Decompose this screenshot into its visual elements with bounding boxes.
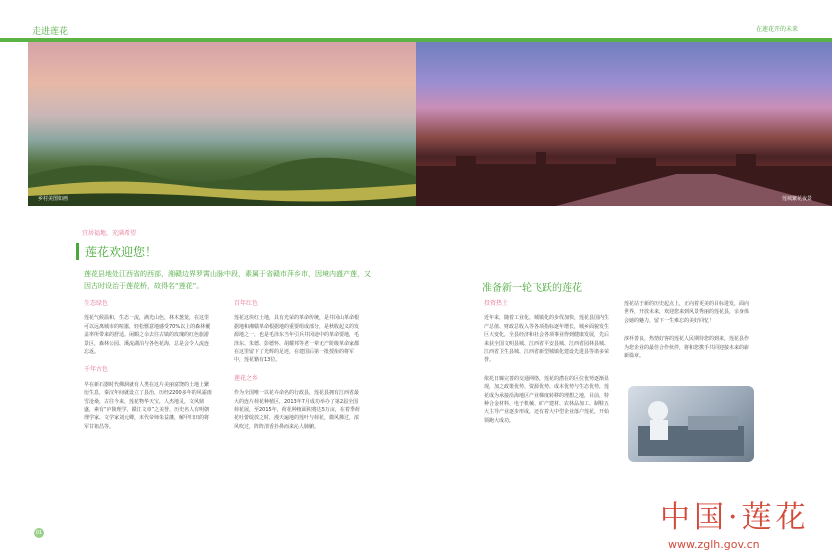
city-skyline-illustration xyxy=(416,146,832,206)
header-left xyxy=(0,0,416,42)
left-column-1 xyxy=(84,300,212,441)
col-paragraph: 淳朴善良，热情好客的莲花人民期待您的到来，莲花县作为您企业的最佳合作伙伴，将和您携手共同迎接未来的崭新篇章。 xyxy=(624,336,750,360)
section-title: 莲花欢迎您！ xyxy=(76,243,157,260)
header-left-title: 走进莲花 xyxy=(32,27,69,37)
hills-illustration xyxy=(28,146,416,206)
header-right xyxy=(416,0,832,42)
site-watermark: 中国·莲花 xyxy=(660,500,810,535)
col-paragraph: 依托日臻完善的交通网络，莲花的潜在的区位优势逐渐显现，加之政策优势、资源优势、成本优势与生态优势，莲花成为承接沿海地区产业梯度转移的理想之地，目前，特种合金材料、电子机械、矿产建材、农林品加工、制鞋五大主导产业逐步形成，还有着大中型企业落户莲花，开始领跑大成功。 xyxy=(484,375,610,424)
col-paragraph: 近年来，随着工业化、城镇化的步伐加快，莲花县国内生产总值、财政总收入等各项指标逐年增长，城乡面貌发生巨大变化，全县经济和社会各项事业得到健康发展，先后来获全国文明县城、江西省平安县城、江西省园林县城、江西省卫生县城、江西省新型城镇化建设先进县等诸多荣誉。 xyxy=(484,315,610,364)
col-paragraph: 作为全国唯一以花卉命名的行政县，莲花县拥有江西省最大的连片荷花种植区，2013年7月成功举办了第2届全国荷花展，至2015年，荷花种植面积将达5万亩，在着季荷花吐蕾绽放之时，漫天遍地的莲叶与荷花，微风拂过，浓风吹过，阵阵清香扑鼻而来沁人肺腑。 xyxy=(234,390,360,430)
watermark-url: www.zglh.gov.cn xyxy=(668,538,760,551)
factory-worker-photo xyxy=(628,386,754,462)
col-paragraph: 莲花站于新的历史起点上，正向着更美的目标进发，面向世界，开放未来，欢迎您来到风景秀丽的莲花县，亲身体会她的魅力，留下一生难忘的美好回忆！ xyxy=(624,301,750,324)
header-right-title: 在莲花开的未来 xyxy=(755,26,798,33)
right-photo-caption: 莲城繁花夜景 xyxy=(781,196,812,202)
right-column-2 xyxy=(624,300,752,370)
col-heading: 百年红色 xyxy=(234,300,259,307)
col-heading: 生态绿色 xyxy=(84,300,109,307)
col-heading: 千年古色 xyxy=(84,366,109,374)
col-heading: 莲花之乡 xyxy=(234,374,259,382)
left-photo-caption: 乡村美图如画 xyxy=(38,196,69,202)
section-intro: 莲花县地处江西省的西部，湘赣边界罗霄山脉中段，素属于省赣市萍乡市，因境内盛产莲，又因古时设治于莲花桥，故得名“莲花”。 xyxy=(84,270,371,290)
right-column-1 xyxy=(484,300,612,435)
section-subtitle: 宜居福地，充满希望 xyxy=(82,230,137,237)
page-number: 01 xyxy=(35,530,43,536)
left-column-2 xyxy=(234,300,362,441)
city-night-photo xyxy=(416,42,832,206)
right-section-title: 准备新一轮飞跃的莲花 xyxy=(482,283,582,294)
rural-landscape-photo xyxy=(28,42,416,206)
col-heading: 投资热土 xyxy=(484,300,509,307)
col-paragraph: 早在新石器时代佛洞就有人类在这片美丽富饶的土地上繁衍生息，秦汉年间就设立了县治，历经2200多年的风霜雨雪沧桑，古往今来，莲花物华天宝，人杰地灵，文风鼎盛，素有“庐陵理学、赣江文章”之美誉，历史名人有明朝理学家、文学家刘元卿，末代帝师朱益藩，解甲归田的将军甘祖昌等。 xyxy=(84,381,212,430)
col-paragraph: 莲花这块红土地，具有光荣的革命传统，是井冈山革命根据地和湘赣革命根据地的重要组成部分，是秋收起义的发源地之一，也是毛泽东当年引兵井冈途中的革命要地，毛泽东、朱德、彭德怀、胡耀邦等老一辈无产阶级革命家都在这里留下了光辉的足迹，在建国后第一批授衔的将军中，莲花籍有13位。 xyxy=(234,315,360,364)
col-paragraph: 莲花气候温和，生态一流，满光山色，林木葱茏，在这里可以远离城市的喧嚣，轻松惬意地感受70%以上的森林覆盖率所带来的舒适。闲暇之余去往古镇的玫瑰的红色旅游景区，森林公园、溪流湖泊与各色花海，总是会令人流连忘返。 xyxy=(84,315,211,356)
factory-illustration xyxy=(628,386,754,462)
